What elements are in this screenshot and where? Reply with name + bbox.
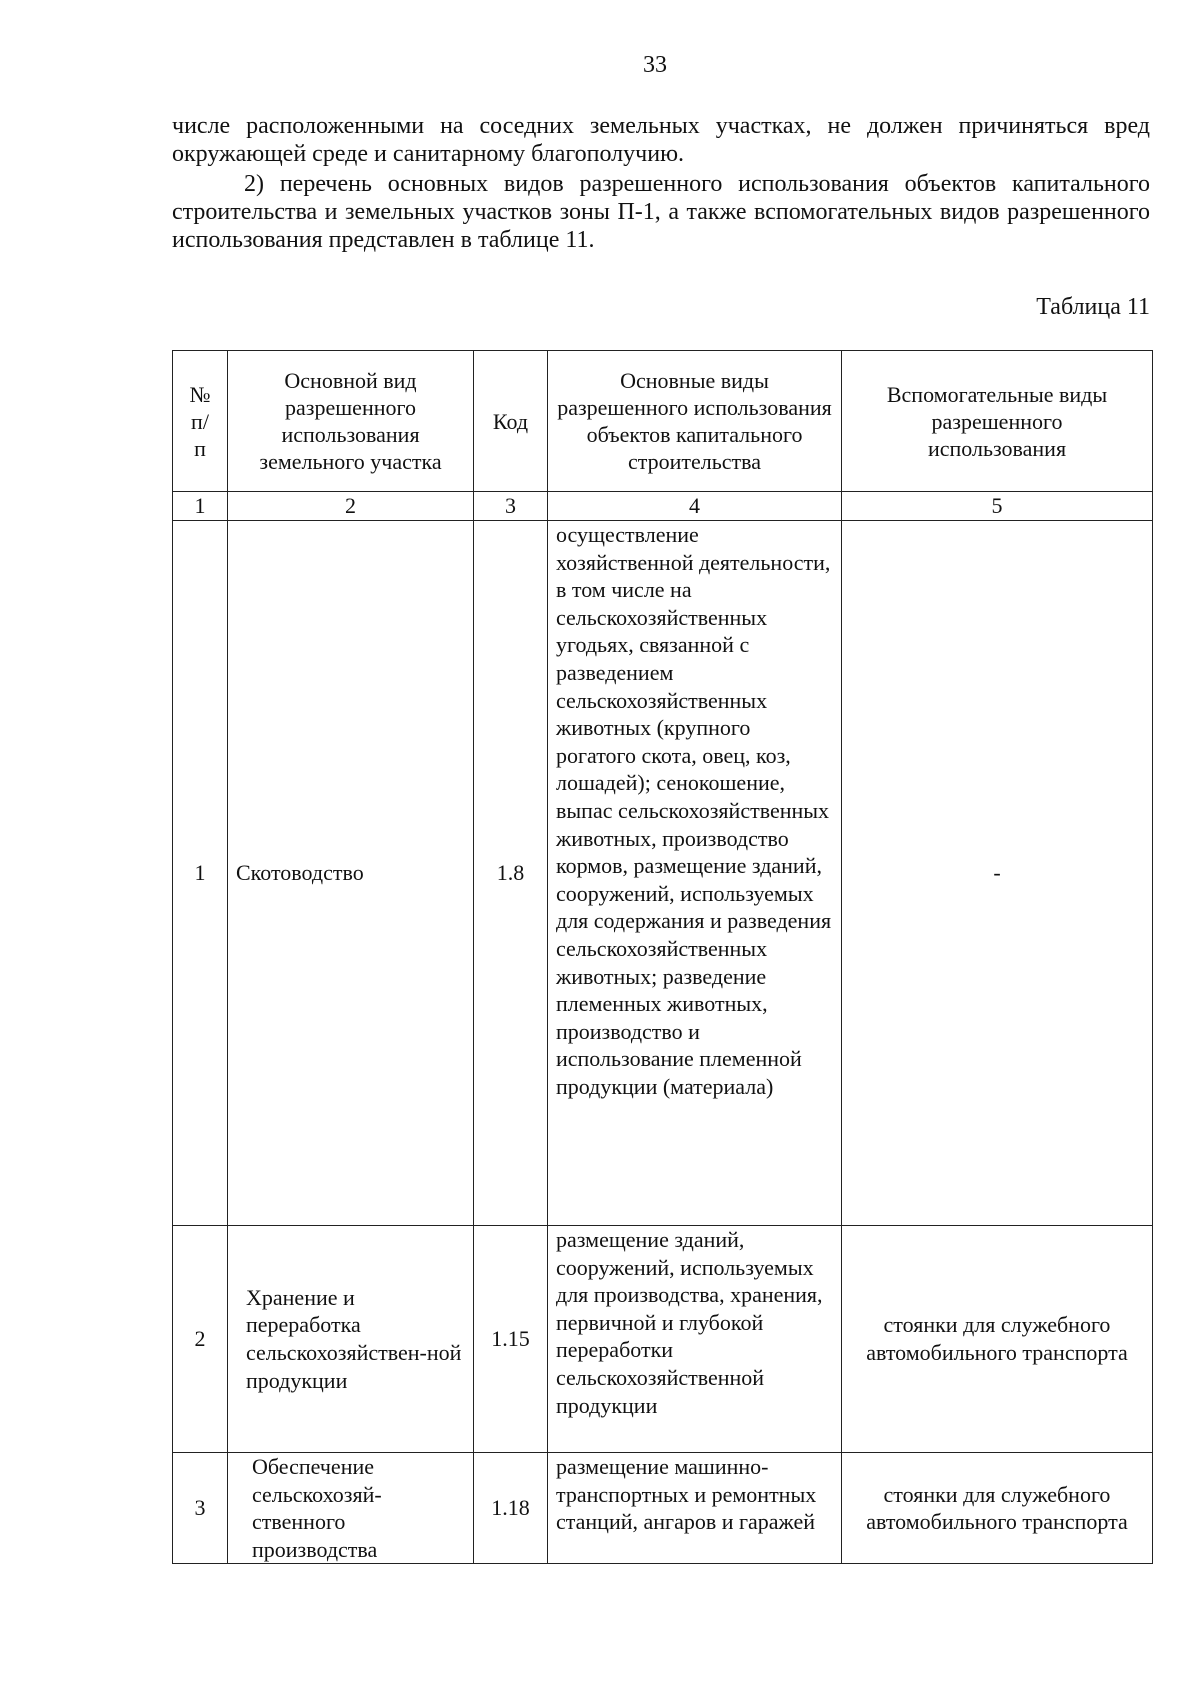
column-number: 4 <box>548 492 842 521</box>
row-main-kind: Хранение и переработка сельскохозяйствен-ной продукции <box>228 1226 474 1453</box>
paragraph-list-item-2: 2) перечень основных видов разрешенного использования объектов капитального строительства и земельных участков зоны П-1, а также вспомогательных видов разрешенного использования представлен в таблице 11. <box>172 171 1150 253</box>
page-number: 33 <box>643 52 667 78</box>
table-row <box>173 1453 1153 1564</box>
row-auxiliary: стоянки для служебного автомобильного транспорта <box>842 1226 1153 1453</box>
column-number: 3 <box>474 492 548 521</box>
column-numbers-row <box>173 492 1153 521</box>
table-caption: Таблица 11 <box>1036 294 1150 320</box>
row-auxiliary: - <box>842 521 1153 1226</box>
column-number: 5 <box>842 492 1153 521</box>
header-code: Код <box>474 351 548 492</box>
header-num: № п/п <box>173 351 228 492</box>
paragraph-continuation: числе расположенными на соседних земельных участках, не должен причиняться вред окружающей среде и санитарному благополучию. <box>172 113 1150 167</box>
column-number: 1 <box>173 492 228 521</box>
row-main-objects: размещение зданий, сооружений, используемых для производства, хранения, первичной и глубокой переработки сельскохозяйственной продукции <box>548 1226 842 1453</box>
row-main-objects: размещение машинно-транспортных и ремонтных станций, ангаров и гаражей <box>548 1453 842 1564</box>
row-main-kind: Скотоводство <box>228 521 474 1226</box>
row-main-objects: осуществление хозяйственной деятельности, в том числе на сельскохозяйственных угодьях, связанной с разведением сельскохозяйственных животных (крупного рогатого скота, овец, коз, лошадей); сенокошение, выпас сельскохозяйственных животных, производство кормов, размещение зданий, сооружений, используемых для содержания и разведения сельскохозяйственных животных; разведение племенных животных, производство и использование племенной продукции (материала) <box>548 521 842 1226</box>
table-header-row <box>173 351 1153 492</box>
row-main-kind: Обеспечение сельскохозяй-ственного производства <box>228 1453 474 1564</box>
row-number: 2 <box>173 1226 228 1453</box>
row-code: 1.15 <box>474 1226 548 1453</box>
row-number: 1 <box>173 521 228 1226</box>
column-number: 2 <box>228 492 474 521</box>
header-main-objects: Основные виды разрешенного использования объектов капитального строительства <box>548 351 842 492</box>
row-number: 3 <box>173 1453 228 1564</box>
table-row <box>173 1226 1153 1453</box>
row-code: 1.8 <box>474 521 548 1226</box>
header-main-kind: Основной вид разрешенного использования земельного участка <box>228 351 474 492</box>
table-row <box>173 521 1153 1226</box>
row-auxiliary: стоянки для служебного автомобильного транспорта <box>842 1453 1153 1564</box>
header-auxiliary: Вспомогательные виды разрешенного использования <box>842 351 1153 492</box>
row-code: 1.18 <box>474 1453 548 1564</box>
permitted-use-table <box>172 350 1153 1564</box>
